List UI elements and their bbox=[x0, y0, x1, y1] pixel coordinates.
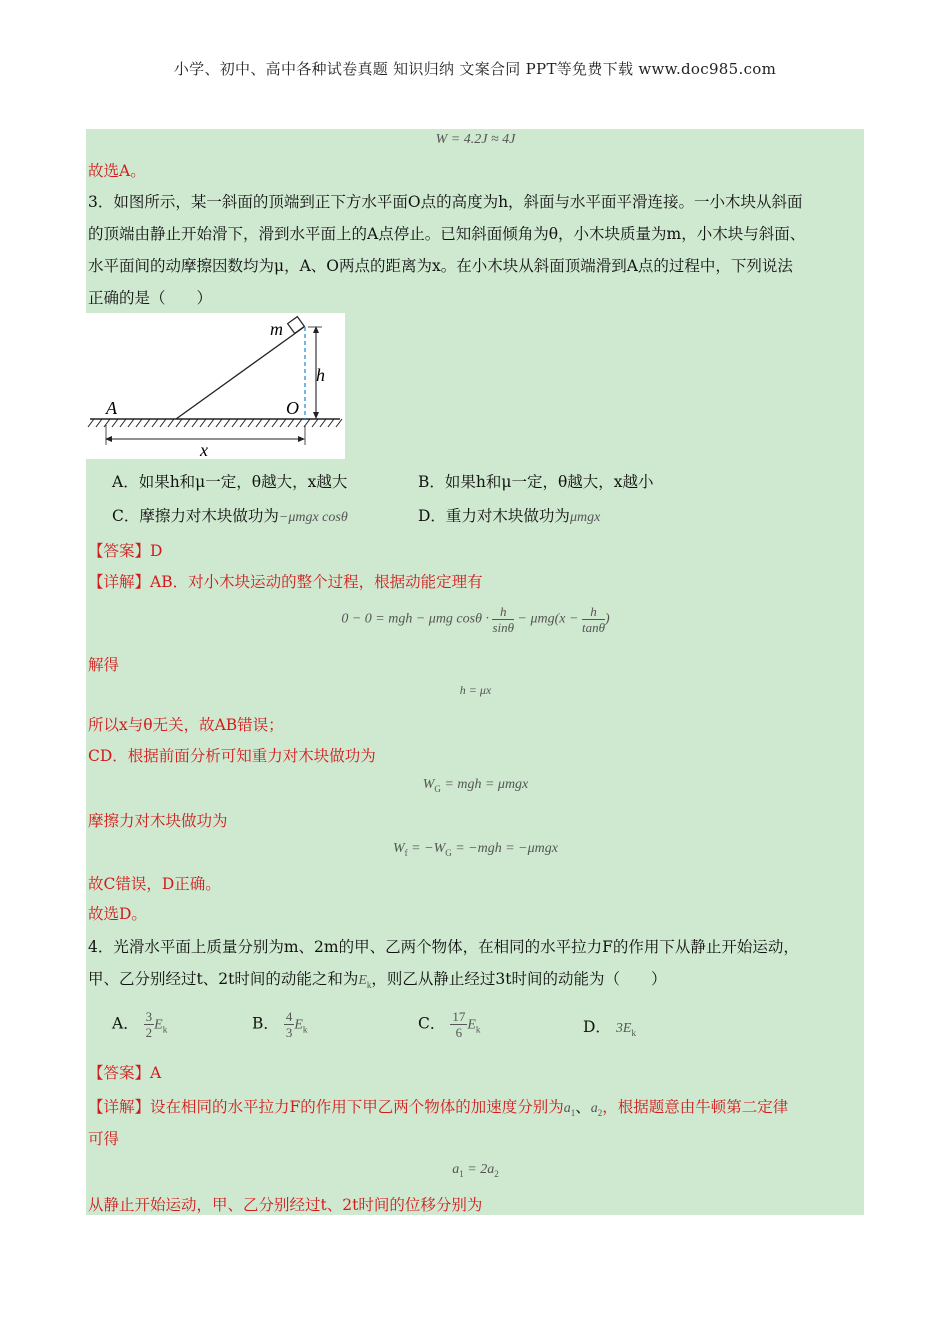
eq1-end: ) bbox=[604, 611, 610, 627]
q3-line-3: 水平面间的动摩擦因数均为μ，A、O两点的距离为x。在小木块从斜面顶端滑到A点的过程中，下列说法 bbox=[88, 257, 793, 275]
equation-a1: $a_1 = 2a_2$ bbox=[452, 1162, 499, 1179]
q3-line-1: 3．如图所示，某一斜面的顶端到正下方水平面O点的高度为h，斜面与水平面平滑连接。一小木块从斜面 bbox=[88, 193, 803, 211]
q4-line-1: 4．光滑水平面上质量分别为m、2m的甲、乙两个物体，在相同的水平拉力F的作用下从静止开始运动， bbox=[88, 938, 799, 956]
q4-detail-1c: 可得 bbox=[88, 1130, 120, 1148]
q3-option-d bbox=[418, 505, 600, 529]
q3-detail-2: CD．根据前面分析可知重力对木块做功为 bbox=[88, 747, 376, 765]
q3-conclusion-1: 所以x与θ无关，故AB错误； bbox=[88, 716, 284, 734]
label-x: x bbox=[200, 440, 208, 459]
q4-option-a: A． $\frac{3}{2}$ $E_k$ bbox=[112, 1009, 168, 1040]
equation-energy bbox=[88, 604, 863, 635]
q4-detail-2: 从静止开始运动，甲、乙分别经过t、2t时间的位移分别为 bbox=[88, 1196, 483, 1214]
q3-line-4: 正确的是（ ） bbox=[88, 289, 213, 307]
eq1-frac-2: $\frac{h}{\tan\theta}$ bbox=[581, 604, 605, 635]
q3-detail-1 bbox=[88, 571, 483, 593]
page-header: 小学、初中、高中各种试卷真题 知识归纳 文案合同 PPT等免费下载 www.doc985.com bbox=[173, 60, 777, 78]
label-O: O bbox=[286, 398, 299, 418]
q3-conclusion-2: 故C错误，D正确。 bbox=[88, 875, 221, 893]
q3-detail-1-text: AB．对小木块运动的整个过程，根据动能定理有 bbox=[150, 573, 483, 591]
q3-option-a: A．如果h和μ一定，θ越大，x越大 bbox=[112, 473, 348, 491]
equation-wg: $W_G$ = mgh = μmgx bbox=[422, 777, 529, 794]
equation-h: h = μx bbox=[459, 683, 492, 697]
equation-w: W = 4.2J ≈ 4J bbox=[435, 132, 516, 147]
q3-option-c-text: C．摩擦力对木块做功为 bbox=[112, 507, 279, 525]
q3-answer: 【答案】D bbox=[88, 542, 163, 560]
label-A: A bbox=[106, 398, 117, 418]
q3-option-c-expr: −μmgx cosθ bbox=[278, 510, 348, 525]
q3-conclusion-3: 故选D。 bbox=[88, 905, 147, 923]
q4-line-2: 甲、乙分别经过t、2t时间的动能之和为$E_k$，则乙从静止经过3t时间的动能为（ ） bbox=[88, 970, 667, 991]
incline-figure bbox=[86, 313, 345, 459]
q3-detail-3: 摩擦力对木块做功为 bbox=[88, 812, 228, 830]
q4-answer: 【答案】A bbox=[88, 1064, 162, 1082]
eq1-frac-1: $\frac{h}{\sin\theta}$ bbox=[492, 604, 515, 635]
q3-option-b: B．如果h和μ一定，θ越大，x越小 bbox=[418, 473, 654, 491]
q3-option-d-expr: μmgx bbox=[569, 510, 601, 525]
q4-option-d: D． $3E_k$ bbox=[583, 1018, 636, 1039]
q4-detail-1: 【详解】设在相同的水平拉力F的作用下甲乙两个物体的加速度分别为$a_1$、$a_2$，根据题意由牛顿第二定律 bbox=[88, 1098, 789, 1119]
equation-wf: $W_f = -W_G = -mgh = -\mu mgx$ bbox=[393, 841, 558, 858]
eq1-left: 0 − 0 = mgh − μmg cosθ · bbox=[341, 611, 489, 627]
eq1-mid: − μmg(x − bbox=[517, 611, 579, 627]
incline-diagram bbox=[86, 313, 345, 459]
label-h: h bbox=[316, 365, 325, 385]
q4-option-c: C． $\frac{17}{6}$ $E_k$ bbox=[418, 1009, 481, 1040]
q3-option-d-text: D．重力对木块做功为 bbox=[418, 507, 570, 525]
conclusion-prev: 故选A。 bbox=[88, 162, 146, 180]
q3-solve: 解得 bbox=[88, 656, 120, 674]
q3-line-2: 的顶端由静止开始滑下，滑到水平面上的A点停止。已知斜面倾角为θ，小木块质量为m，小木块与斜面、 bbox=[88, 225, 806, 243]
q4-option-b: B． $\frac{4}{3}$ $E_k$ bbox=[252, 1009, 308, 1040]
q3-detail-label: 【详解】 bbox=[88, 573, 151, 591]
q3-option-c bbox=[112, 505, 348, 529]
label-m: m bbox=[270, 319, 283, 339]
